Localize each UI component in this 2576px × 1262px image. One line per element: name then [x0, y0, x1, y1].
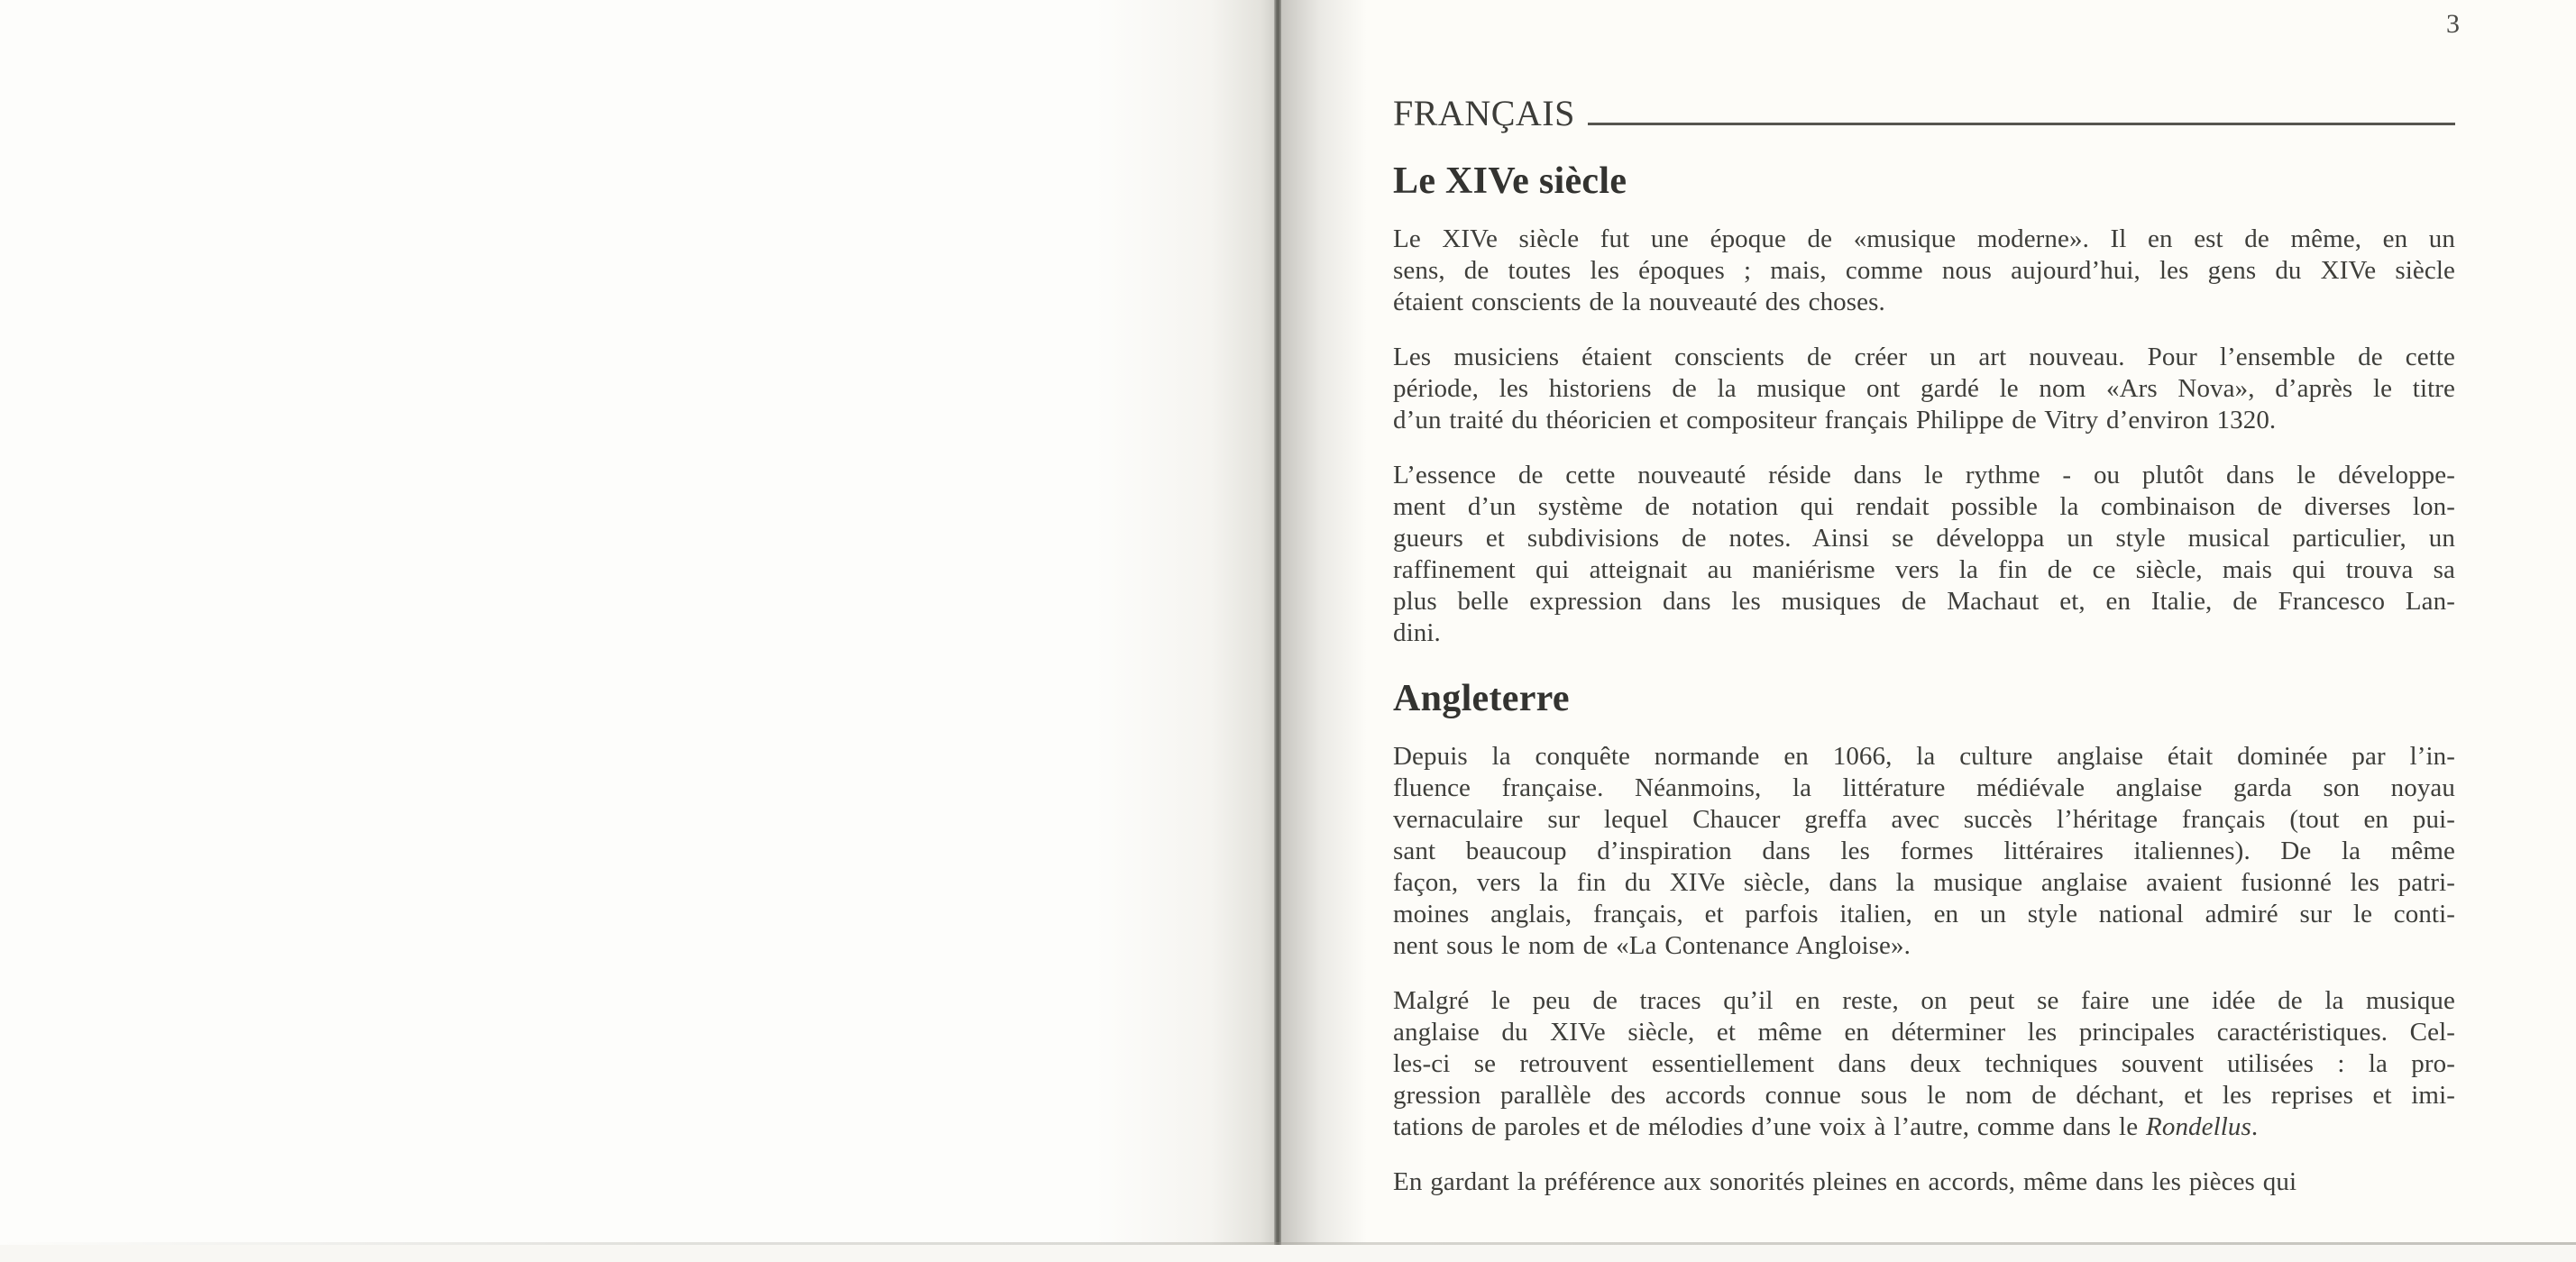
- body-paragraph: [1393, 985, 2455, 1143]
- body-paragraph: [1393, 741, 2455, 962]
- text-column: [1393, 0, 2455, 1198]
- text-line: En gardant la préférence aux sonorités pleines en accords, même dans les pièces qui: [1393, 1167, 2297, 1196]
- text-line: vernaculaire sur lequel Chaucer greffa avec succès l’héritage français (tout en pui-: [1393, 805, 2455, 834]
- body-paragraph: [1393, 460, 2455, 649]
- language-header: [1393, 92, 2455, 132]
- language-label: FRANÇAIS: [1393, 93, 1575, 133]
- text-line: sant beaucoup d’inspiration dans les formes littéraires italiennes). De la même: [1393, 837, 2455, 865]
- page-number: 3: [2446, 9, 2460, 39]
- text-line: gression parallèle des accords connue sous le nom de déchant, et les reprises et imi-: [1393, 1081, 2455, 1110]
- text-line: façon, vers la fin du XIVe siècle, dans la musique anglaise avaient fusionné les patri-: [1393, 868, 2455, 897]
- text-line: d’un traité du théoricien et compositeur français Philippe de Vitry d’environ 1320.: [1393, 406, 2277, 434]
- text-line: ment d’un système de notation qui rendait possible la combinaison de diverses lon-: [1393, 492, 2455, 521]
- text-line: L’essence de cette nouveauté réside dans le rythme - ou plutôt dans le développe-: [1393, 461, 2455, 489]
- fold-shadow: [1281, 0, 1367, 1262]
- text-line: période, les historiens de la musique ont gardé le nom «Ars Nova», d’après le titre: [1393, 374, 2455, 403]
- text-line: moines anglais, français, et parfois italien, en un style national admiré sur le conti-: [1393, 900, 2455, 928]
- body-paragraph: [1393, 1166, 2455, 1198]
- booklet-fold-line: [1274, 0, 1281, 1262]
- text-line: Malgré le peu de traces qu’il en reste, on peut se faire une idée de la musique: [1393, 986, 2455, 1015]
- scan-bottom-strip: [0, 1245, 2576, 1262]
- body-paragraph: [1393, 342, 2455, 436]
- text-line: Le XIVe siècle fut une époque de «musique moderne». Il en est de même, en un: [1393, 224, 2455, 253]
- body-paragraph: [1393, 224, 2455, 318]
- text-line: étaient conscients de la nouveauté des choses.: [1393, 288, 1885, 316]
- text-line: raffinement qui atteignait au maniérisme vers la fin de ce siècle, mais qui trouva sa: [1393, 555, 2455, 584]
- text-line: anglaise du XIVe siècle, et même en déterminer les principales caractéristiques. Cel-: [1393, 1018, 2455, 1047]
- text-line: dini.: [1393, 618, 1441, 647]
- right-text-page: [1281, 0, 2576, 1262]
- left-blank-page: [0, 0, 1274, 1262]
- text-line: Les musiciens étaient conscients de créer un art nouveau. Pour l’ensemble de cette: [1393, 343, 2455, 371]
- text-line: fluence française. Néanmoins, la littérature médiévale anglaise garda son noyau: [1393, 773, 2455, 802]
- header-rule: [1588, 123, 2455, 125]
- text-line: tations de paroles et de mélodies d’une voix à l’autre, comme dans le Rondellus.: [1393, 1112, 2259, 1141]
- text-line: Depuis la conquête normande en 1066, la culture anglaise était dominée par l’in-: [1393, 742, 2455, 771]
- section-heading: Le XIVe siècle: [1393, 160, 1627, 202]
- section-heading: Angleterre: [1393, 678, 1570, 719]
- text-line: plus belle expression dans les musiques de Machaut et, en Italie, de Francesco Lan-: [1393, 587, 2455, 616]
- text-line: nent sous le nom de «La Contenance Angloise».: [1393, 931, 1911, 960]
- text-line: sens, de toutes les époques ; mais, comme nous aujourd’hui, les gens du XIVe siècle: [1393, 256, 2455, 285]
- text-column-sections: [1393, 162, 2455, 1198]
- text-line: les-ci se retrouvent essentiellement dans deux techniques souvent utilisées : la pro-: [1393, 1049, 2455, 1078]
- text-line: gueurs et subdivisions de notes. Ainsi se développa un style musical particulier, un: [1393, 524, 2455, 553]
